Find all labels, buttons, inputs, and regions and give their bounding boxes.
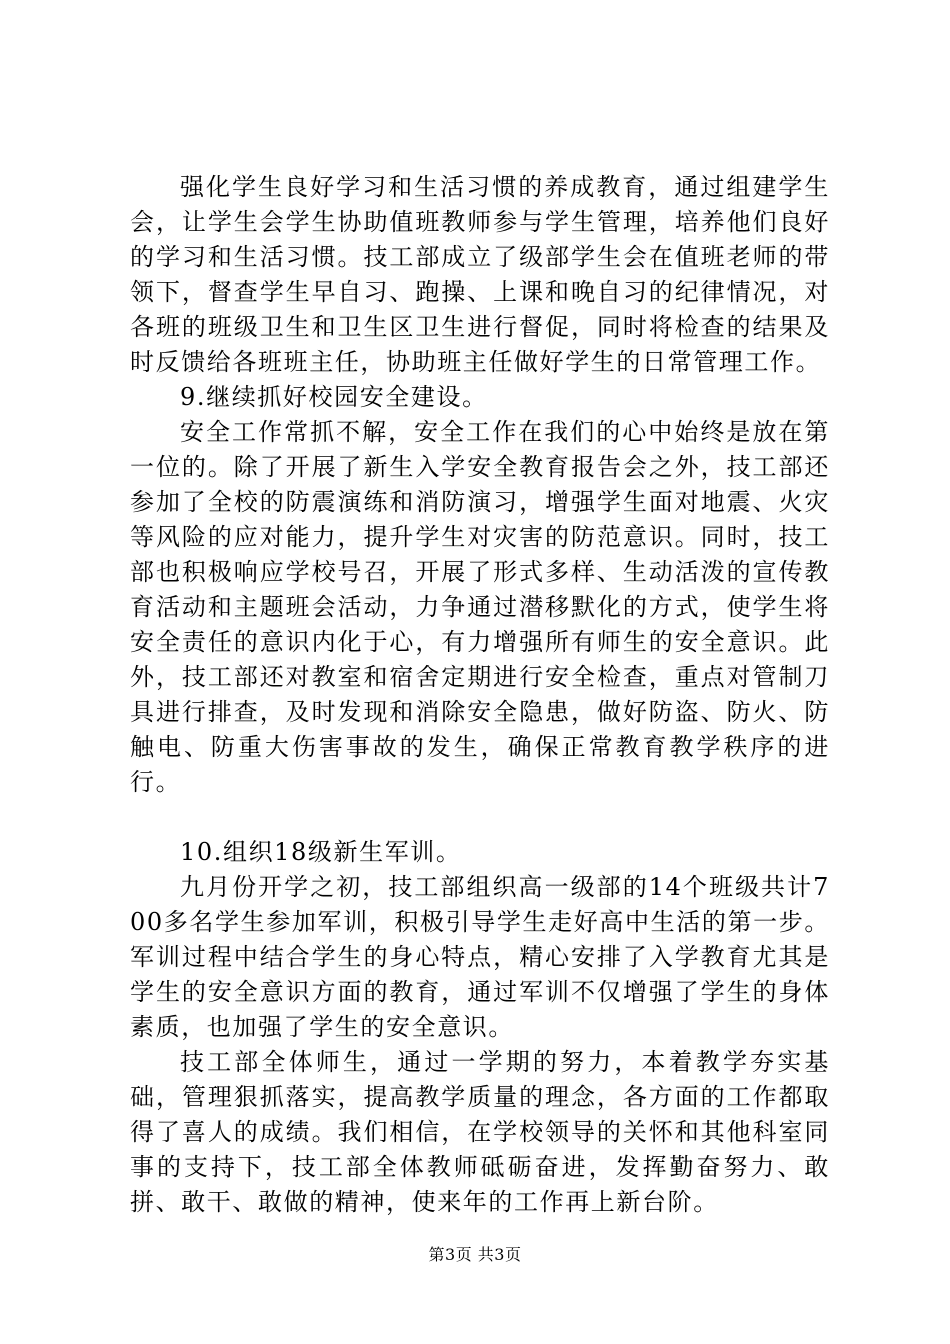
section-heading-campus-safety: 9.继续抓好校园安全建设。 — [180, 383, 488, 411]
paragraph-spacer — [130, 800, 830, 835]
document-body — [130, 170, 830, 1220]
page-number-footer: 第3页 共3页 — [428, 1245, 522, 1264]
paragraph-campus-safety: 安全工作常抓不解，安全工作在我们的心中始终是放在第一位的。除了开展了新生入学安全教育报告会之外，技工部还参加了全校的防震演练和消防演习，增强学生面对地震、火灾等风险的应对能力，提升学生对灾害的防范意识。同时，技工部也积极响应学校号召，开展了形式多样、生动活泼的宣传教育活动和主题班会活动，力争通过潜移默化的方式，使学生将安全责任的意识内化于心，有力增强所有师生的安全意识。此外，技工部还对教室和宿舍定期进行安全检查，重点对管制刀具进行排查，及时发现和消除安全隐患，做好防盗、防火、防触电、防重大伤害事故的发生，确保正常教育教学秩序的进行。 — [130, 418, 830, 796]
section-heading-military-training: 10.组织18级新生军训。 — [180, 838, 462, 866]
paragraph-study-habits: 强化学生良好学习和生活习惯的养成教育，通过组建学生会，让学生会学生协助值班教师参与学生管理，培养他们良好的学习和生活习惯。技工部成立了级部学生会在值班老师的带领下，督查学生早自习、跑操、上课和晚自习的纪律情况，对各班的班级卫生和卫生区卫生进行督促，同时将检查的结果及时反馈给各班班主任，协助班主任做好学生的日常管理工作。 — [130, 173, 830, 376]
paragraph-military-training: 九月份开学之初，技工部组织高一级部的14个班级共计700多名学生参加军训，积极引导学生走好高中生活的第一步。军训过程中结合学生的身心特点，精心安排了入学教育尤其是学生的安全意识方面的教育，通过军训不仅增强了学生的身体素质，也加强了学生的安全意识。 — [130, 873, 830, 1041]
paragraph-conclusion: 技工部全体师生，通过一学期的努力，本着教学夯实基础，管理狠抓落实，提高教学质量的理念，各方面的工作都取得了喜人的成绩。我们相信，在学校领导的关怀和其他科室同事的支持下，技工部全体教师砥砺奋进，发挥勤奋努力、敢拼、敢干、敢做的精神，使来年的工作再上新台阶。 — [130, 1048, 830, 1216]
